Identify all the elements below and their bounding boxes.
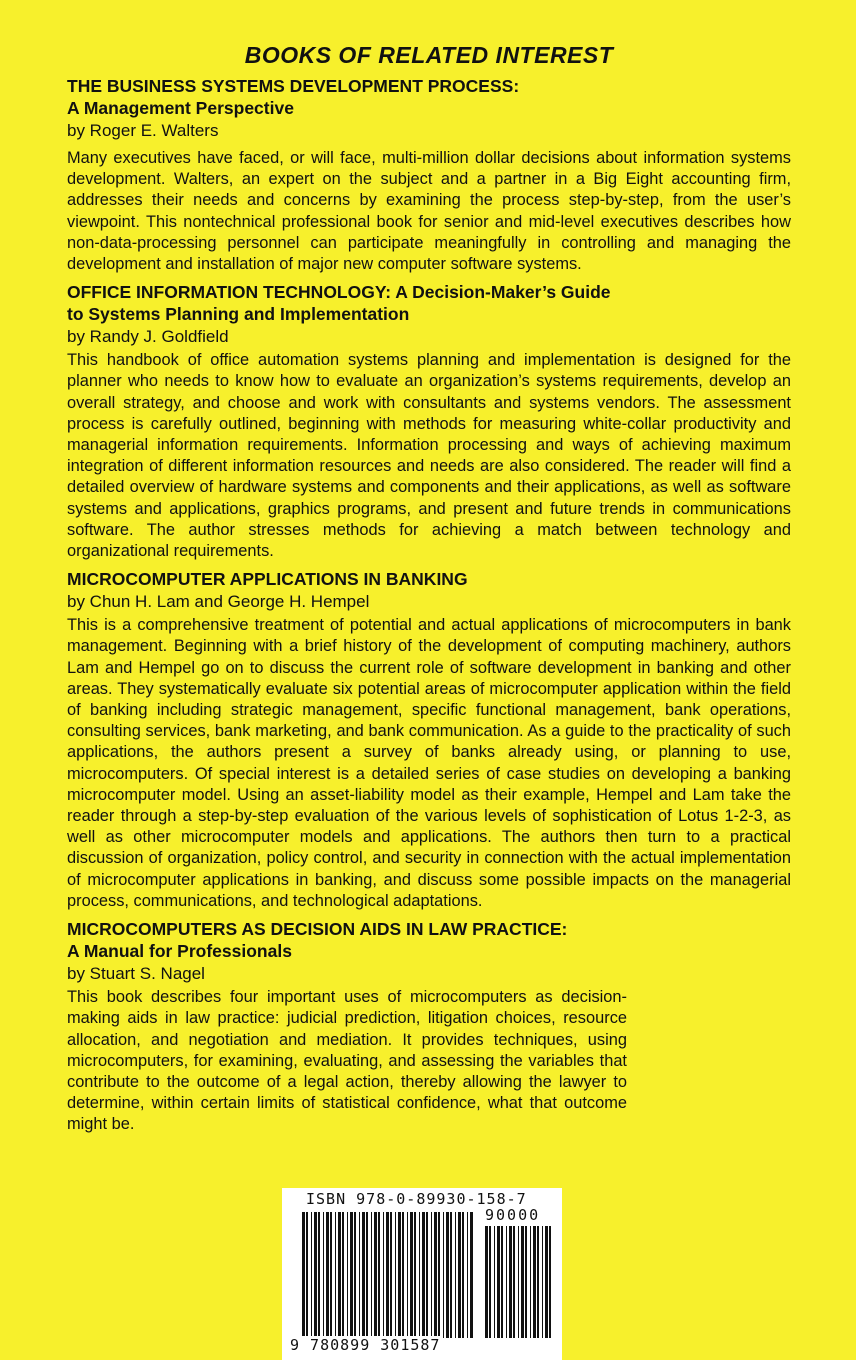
- book-subtitle-line: A Manual for Professionals: [67, 941, 292, 962]
- book-title-line: MICROCOMPUTER APPLICATIONS IN BANKING: [67, 569, 468, 590]
- book-subtitle-line: A Management Perspective: [67, 98, 294, 118]
- book-author: by Roger E. Walters: [67, 121, 219, 140]
- book-author: by Stuart S. Nagel: [67, 964, 205, 984]
- book-entry-4: [67, 918, 791, 1135]
- book-author: by Randy J. Goldfield: [67, 327, 229, 347]
- book-author: by Chun H. Lam and George H. Hempel: [67, 592, 370, 612]
- isbn-barcode: [282, 1188, 562, 1360]
- isbn-label: ISBN 978-0-89930-158-7: [306, 1190, 527, 1208]
- ean-digits: 9 780899 301587: [290, 1336, 441, 1354]
- book-subtitle-line: to Systems Planning and Implementation: [67, 304, 410, 325]
- book-entry-3: [67, 568, 791, 912]
- book-entry-1: [67, 75, 791, 275]
- book-description: This handbook of office automation systems planning and implementation is designed for the planner who needs to know how to evaluate an organization’s systems requirements, develop an overall strategy, and choose and work with consultants and systems vendors. The assessment process is carefully outlined, beginning with methods for measuring white-collar productivity and managerial information requirements. Information processing and ways of achieving maximum integration of different information resources and needs are also considered. The reader will find a detailed overview of hardware systems and components and their applications, as well as software systems and applications, graphics programs, and present and future trends in communications software. The author stresses methods for achieving a match between technology and organizational requirements.: [67, 351, 791, 561]
- book-description: This is a comprehensive treatment of potential and actual applications of microcomputers in bank management. Beginning with a brief history of the development of computing machinery, authors Lam and Hempel go on to discuss the current role of software development in banking and other areas. They systematically evaluate six potential areas of microcomputer application within the field of banking including strategic management, specific functional management, bank operations, consulting services, bank marketing, and bank communication. As a guide to the practicality of such applications, the authors present a survey of banks already using, or planning to use, microcomputers. Of special interest is a detailed series of case studies on developing a banking microcomputer model. Using an asset-liability model as their example, Hempel and Lam take the reader through a step-by-step evaluation of the various levels of sophistication of Lotus 1-2-3, as well as other microcomputer models and applications. The authors then turn to a practical discussion of organization, policy control, and security in connection with the actual implementation of microcomputer applications in banking, and discuss some possible impacts on the managerial process, communications, and technological adaptations.: [67, 616, 791, 910]
- price-code: 90000: [485, 1206, 541, 1224]
- page-heading: BOOKS OF RELATED INTEREST: [244, 42, 614, 68]
- barcode-bars-graphic: [282, 1188, 562, 1360]
- book-title-line: THE BUSINESS SYSTEMS DEVELOPMENT PROCESS:: [67, 76, 520, 96]
- book-title-line: OFFICE INFORMATION TECHNOLOGY: A Decision-Maker’s Guide: [67, 282, 611, 303]
- book-description: This book describes four important uses of microcomputers as decision-making aids in law practice: judicial prediction, litigation choices, resource allocation, and negotiation and mediation. It provides techniques, using microcomputers, for examining, evaluating, and assessing the variables that contribute to the outcome of a legal action, thereby allowing the lawyer to determine, within certain limits of statistical confidence, what that outcome might be.: [67, 988, 627, 1134]
- book-description: Many executives have faced, or will face, multi-million dollar decisions about information systems development. Walters, an expert on the subject and a partner in a Big Eight accounting firm, addresses their needs and concerns by examining the process step-by-step, from the user’s viewpoint. This nontechnical professional book for senior and mid-level executives describes how non-data-processing personnel can participate meaningfully in controlling and managing the development and installation of major new computer software systems.: [67, 149, 791, 274]
- book-entry-2: [67, 281, 791, 562]
- book-title-line: MICROCOMPUTERS AS DECISION AIDS IN LAW PRACTICE:: [67, 919, 568, 940]
- back-cover: [67, 42, 791, 1142]
